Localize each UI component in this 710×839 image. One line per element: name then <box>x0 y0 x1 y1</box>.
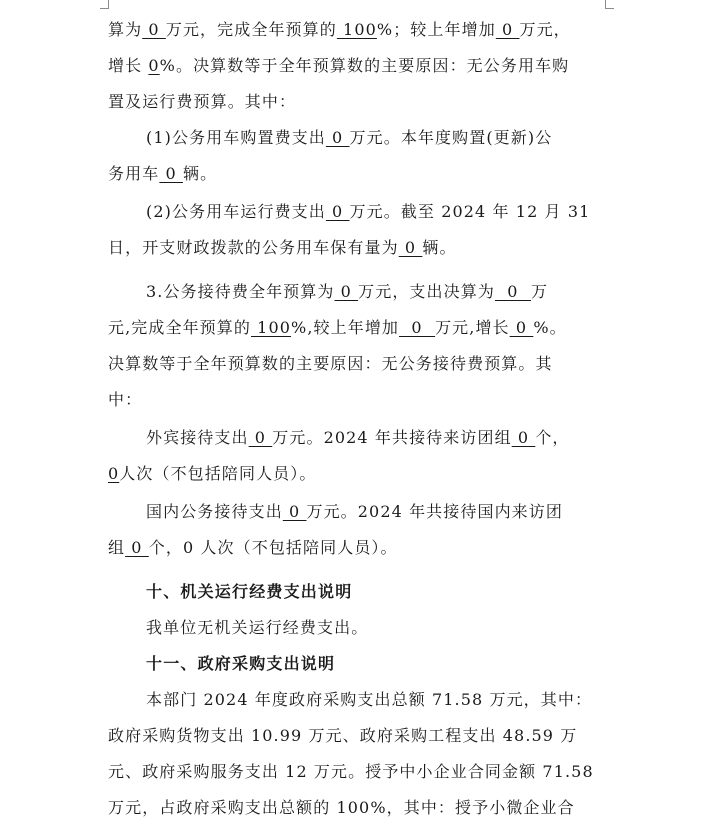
text-segment: 万元。2024 年共接待来访团组 <box>272 428 512 447</box>
paragraph-line <box>108 463 710 485</box>
underlined-value: 0 <box>282 502 307 521</box>
text-segment: 政府采购货物支出 10.99 万元、政府采购工程支出 48.59 万 <box>108 726 578 745</box>
paragraph-line <box>108 55 710 77</box>
text-segment: %；较上年增加 <box>376 20 496 39</box>
paragraph-line <box>108 163 710 185</box>
underlined-value: 100 <box>251 318 292 337</box>
section-heading <box>108 653 710 675</box>
paragraph-line <box>108 281 710 303</box>
text-segment: 万 <box>530 282 549 301</box>
paragraph-line <box>108 725 710 747</box>
text-segment: %。 <box>533 318 567 337</box>
text-segment: (2)公务用车运行费支出 <box>146 202 326 221</box>
underlined-value: 0 <box>142 20 166 39</box>
paragraph-line <box>108 91 710 113</box>
text-segment: 辆。 <box>182 164 218 183</box>
text-segment: 外宾接待支出 <box>146 428 249 447</box>
text-segment: 我单位无机关运行经费支出。 <box>146 618 369 637</box>
text-segment: 算为 <box>108 20 143 39</box>
text-segment: 个，0 人次（不包括陪同人员）。 <box>148 538 398 557</box>
paragraph-line <box>108 689 710 711</box>
page-corner-mark-left <box>100 0 109 9</box>
text-segment: 万元，支出决算为 <box>358 282 495 301</box>
paragraph-line <box>108 797 710 819</box>
underlined-value: 0 <box>399 318 436 337</box>
underlined-value: 0 <box>334 282 359 301</box>
paragraph-line <box>108 201 710 223</box>
text-segment: 十一、政府采购支出说明 <box>146 654 336 673</box>
text-segment: 元,完成全年预算的 <box>108 318 251 337</box>
text-segment: %,较上年增加 <box>291 318 400 337</box>
text-segment: 万元,增长 <box>435 318 510 337</box>
text-segment: 置及运行费预算。其中： <box>108 92 297 111</box>
text-segment: 决算数等于全年预算数的主要原因：无公务接待费预算。其 <box>108 354 553 373</box>
text-segment: 务用车 <box>108 164 160 183</box>
underlined-value: 0 <box>108 464 120 483</box>
text-segment: %。决算数等于全年预算数的主要原因：无公务用车购 <box>159 56 570 75</box>
underlined-value: 0 <box>248 428 273 447</box>
text-segment: 3.公务接待费全年预算为 <box>146 282 335 301</box>
paragraph-line <box>108 127 710 149</box>
page-corner-mark-right <box>605 0 614 9</box>
text-segment: 万元。2024 年共接待国内来访团 <box>306 502 563 521</box>
text-segment: 辆。 <box>422 238 457 257</box>
section-heading <box>108 581 710 603</box>
paragraph-line <box>108 537 710 559</box>
text-segment: 中： <box>108 390 143 409</box>
text-segment: 增长 <box>108 56 149 75</box>
paragraph-line <box>108 761 710 783</box>
paragraph-line <box>108 237 710 259</box>
text-segment: 万元， <box>519 20 571 39</box>
underlined-value: 0 <box>511 428 536 447</box>
underlined-value: 0 <box>495 20 520 39</box>
paragraph-line <box>108 389 710 411</box>
text-segment: 国内公务接待支出 <box>146 502 283 521</box>
underlined-value: 0 <box>125 538 149 557</box>
underlined-value: 0 <box>159 164 183 183</box>
text-segment: 万元。本年度购置(更新)公 <box>349 128 553 147</box>
text-segment: 万元，完成全年预算的 <box>165 20 337 39</box>
text-segment: 元、政府采购服务支出 12 万元。授予中小企业合同金额 71.58 <box>108 762 594 781</box>
underlined-value: 100 <box>336 20 377 39</box>
text-segment: 万元。截至 2024 年 12 月 31 <box>349 202 591 221</box>
text-segment: 本部门 2024 年度政府采购支出总额 71.58 万元，其中： <box>146 690 593 709</box>
paragraph-line <box>108 19 710 41</box>
paragraph-line <box>108 317 710 339</box>
text-segment: 日，开支财政拨款的公务用车保有量为 <box>108 238 399 257</box>
paragraph-line <box>108 353 710 375</box>
paragraph-line <box>108 427 710 449</box>
underlined-value: 0 <box>398 238 423 257</box>
text-segment: 人次（不包括陪同人员）。 <box>119 464 317 483</box>
underlined-value: 0 <box>325 128 350 147</box>
underlined-value: 0 <box>325 202 350 221</box>
text-segment: (1)公务用车购置费支出 <box>146 128 326 147</box>
paragraph-line <box>108 617 710 639</box>
paragraph-line <box>108 501 710 523</box>
underlined-value: 0 <box>148 56 160 75</box>
text-segment: 个， <box>535 428 570 447</box>
text-segment: 万元，占政府采购支出总额的 100%，其中：授予小微企业合 <box>108 798 575 817</box>
text-segment: 十、机关运行经费支出说明 <box>146 582 353 601</box>
underlined-value: 0 <box>509 318 534 337</box>
underlined-value: 0 <box>494 282 531 301</box>
text-segment: 组 <box>108 538 126 557</box>
